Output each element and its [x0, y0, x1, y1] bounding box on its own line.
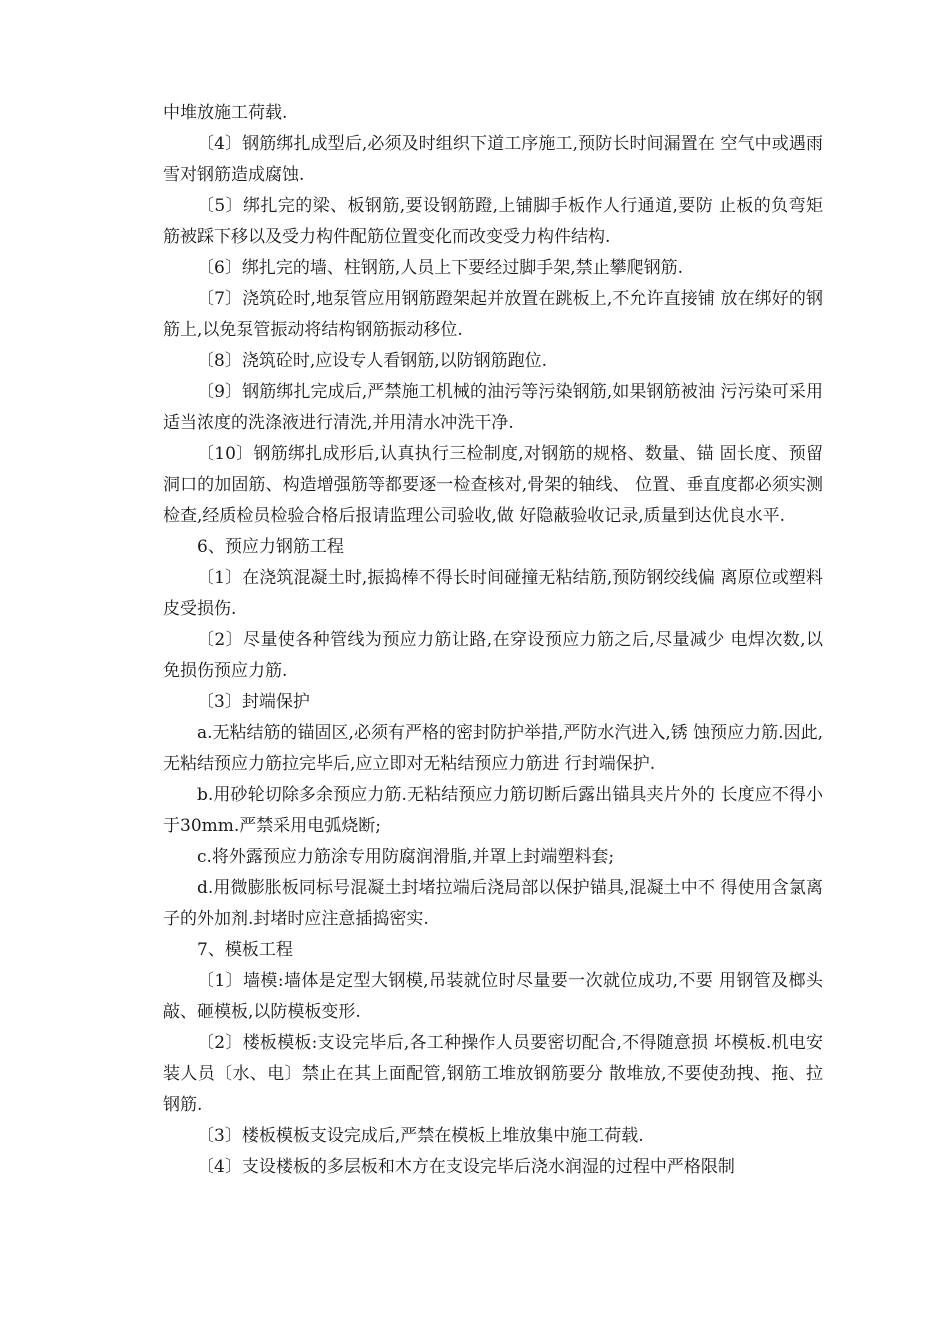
paragraph-rebar-item-7: 〔7〕浇筑砼时,地泵管应用钢筋蹬架起并放置在跳板上,不允许直接铺 放在绑好的钢筋上,以免泵管振动将结构钢筋振动移位.	[163, 289, 823, 340]
section-heading-prestressed: 6、预应力钢筋工程	[197, 537, 344, 557]
paragraph-rebar-item-5: 〔5〕绑扎完的梁、板钢筋,要设钢筋蹬,上铺脚手板作人行通道,要防 止板的负弯矩筋被踩下移以及受力构件配筋位置变化而改变受力构件结构.	[163, 196, 823, 247]
paragraph-prestressed-item-d: d.用微膨胀板同标号混凝土封堵拉端后浇局部以保护锚具,混凝土中不 得使用含氯离子的外加剂.封堵时应注意插捣密实.	[163, 878, 823, 929]
paragraph-prestressed-item-a: a.无粘结筋的锚固区,必须有严格的密封防护举措,严防水汽进入,锈 蚀预应力筋.因此,无粘结预应力筋拉完毕后,应立即对无粘结预应力筋进 行封端保护.	[163, 723, 823, 774]
paragraph-rebar-item-10: 〔10〕钢筋绑扎成形后,认真执行三检制度,对钢筋的规格、数量、锚 固长度、预留洞口的加固筋、构造增强筋等都要逐一检查核对,骨架的轴线、 位置、垂直度都必须实测检查,经质检员检验合格后报请监理公司验收,做 好隐蔽验收记录,质量到达优良水平.	[163, 444, 823, 526]
document-page	[163, 98, 823, 1183]
paragraph-rebar-item-6: 〔6〕绑扎完的墙、柱钢筋,人员上下要经过脚手架,禁止攀爬钢筋.	[197, 258, 684, 278]
paragraph-rebar-item-4: 〔4〕钢筋绑扎成型后,必须及时组织下道工序施工,预防长时间漏置在 空气中或遇雨雪对钢筋造成腐蚀.	[163, 134, 823, 185]
paragraph-continuation: 中堆放施工荷载.	[163, 103, 288, 123]
paragraph-rebar-item-9: 〔9〕钢筋绑扎完成后,严禁施工机械的油污等污染钢筋,如果钢筋被油 污污染可采用适当浓度的洗涤液进行清洗,并用清水冲洗干净.	[163, 382, 823, 433]
paragraph-prestressed-item-1: 〔1〕在浇筑混凝土时,振捣棒不得长时间碰撞无粘结筋,预防钢绞线偏 离原位或塑料皮受损伤.	[163, 568, 823, 619]
paragraph-formwork-item-3: 〔3〕楼板模板支设完成后,严禁在模板上堆放集中施工荷载.	[197, 1126, 644, 1146]
paragraph-formwork-item-2: 〔2〕楼板模板:支设完毕后,各工种操作人员要密切配合,不得随意损 坏模板.机电安装人员〔水、电〕禁止在其上面配管,钢筋工堆放钢筋要分 散堆放,不要使劲拽、拖、拉钢筋.	[163, 1033, 823, 1115]
paragraph-prestressed-item-2: 〔2〕尽量使各种管线为预应力筋让路,在穿设预应力筋之后,尽量减少 电焊次数,以免损伤预应力筋.	[163, 630, 823, 681]
paragraph-rebar-item-8: 〔8〕浇筑砼时,应设专人看钢筋,以防钢筋跑位.	[197, 351, 548, 371]
section-heading-formwork: 7、模板工程	[197, 940, 293, 960]
paragraph-prestressed-item-3: 〔3〕封端保护	[197, 692, 310, 712]
paragraph-formwork-item-1: 〔1〕墙模:墙体是定型大钢模,吊装就位时尽量要一次就位成功,不要 用钢管及榔头敲、砸模板,以防模板变形.	[163, 971, 823, 1022]
paragraph-prestressed-item-c: c.将外露预应力筋涂专用防腐润滑脂,并罩上封端塑料套;	[197, 847, 615, 867]
paragraph-formwork-item-4: 〔4〕支设楼板的多层板和木方在支设完毕后浇水润湿的过程中严格限制	[197, 1157, 735, 1177]
paragraph-prestressed-item-b: b.用砂轮切除多余预应力筋.无粘结预应力筋切断后露出锚具夹片外的 长度应不得小于30mm.严禁采用电弧烧断;	[163, 785, 823, 836]
